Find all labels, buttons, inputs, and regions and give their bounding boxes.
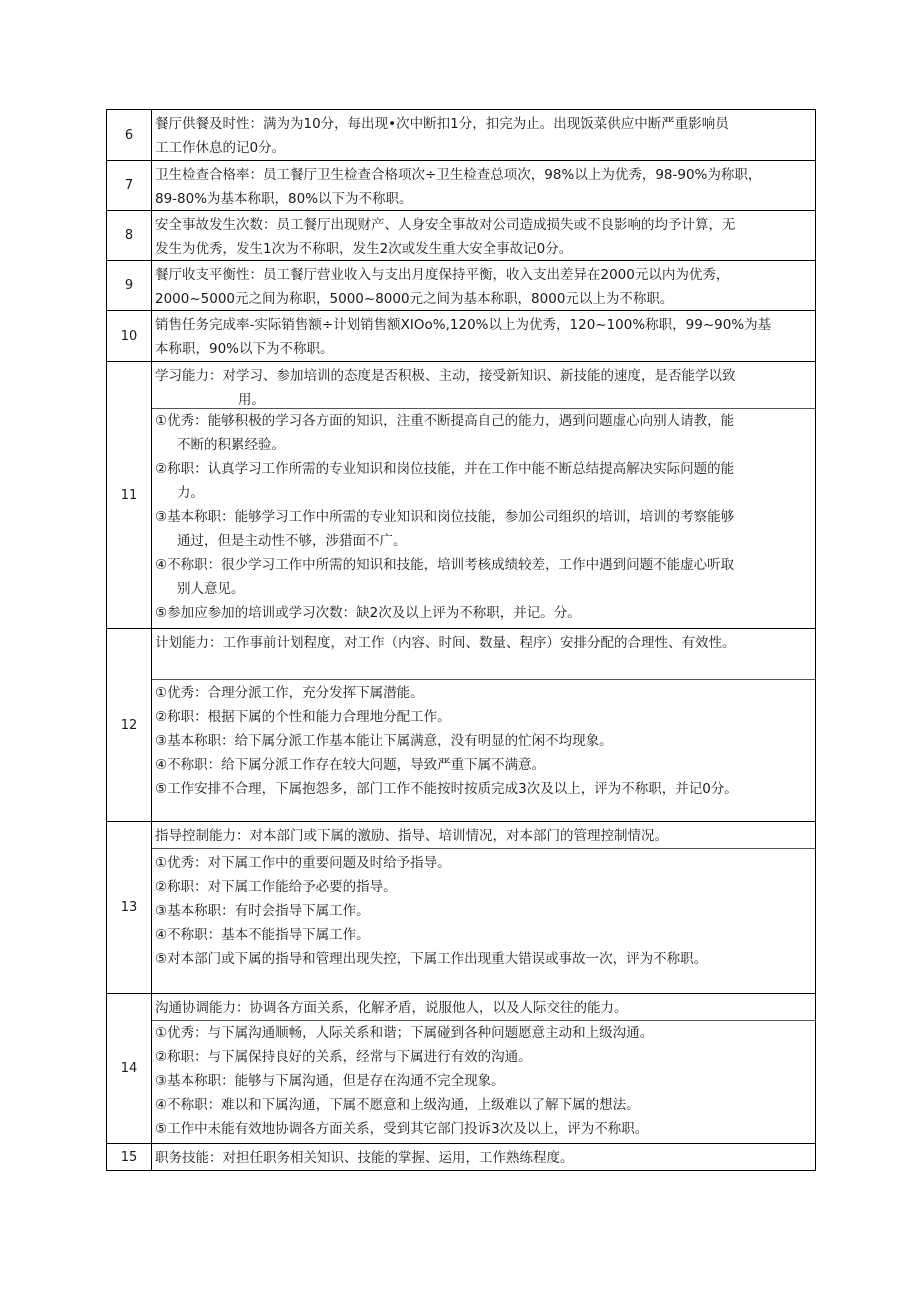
criteria-item: ④不称职：给下属分派工作存在较大问题，导致严重下属不满意。 [155, 757, 546, 773]
table-row-11 [106, 361, 816, 628]
table-row-14 [106, 993, 816, 1143]
criteria-items [152, 679, 815, 801]
row-number: 15 [107, 1144, 152, 1170]
criteria-item [155, 409, 812, 457]
content-line: 安全事故发生次数：员工餐厅出现财产、人身安全事故对公司造成损失或不良影响的均予计算，无 [155, 217, 736, 233]
row-number: 12 [107, 629, 152, 821]
criteria-item: ⑤对本部门或下属的指导和管理出现失控，下属工作出现重大错误或事故一次，评为不称职。 [155, 951, 708, 967]
item-line: ③基本称职：能够学习工作中所需的专业知识和岗位技能，参加公司组织的培训，培训的考察能够 [155, 509, 735, 525]
content-line: 本称职，90%以下为不称职。 [155, 341, 334, 357]
row-content [152, 311, 815, 361]
heading-line: 计划能力：工作事前计划程度，对工作（内容、时间、数量、程序）安排分配的合理性、有效性。 [155, 635, 736, 651]
criteria-item: ③基本称职：有时会指导下属工作。 [155, 903, 370, 919]
row-content [152, 161, 815, 210]
row-number: 7 [107, 161, 152, 210]
row-number: 9 [107, 261, 152, 310]
criteria-item: ③基本称职：给下属分派工作基本能让下属满意，没有明显的忙闲不均现象。 [155, 733, 613, 749]
criteria-item: ①优秀：与下属沟通顺畅，人际关系和谐；下属碰到各种问题愿意主动和上级沟通。 [155, 1025, 654, 1041]
criteria-item: ②称职：根据下属的个性和能力合理地分配工作。 [155, 709, 451, 725]
criteria-item [155, 553, 812, 601]
criteria-item [155, 505, 812, 553]
content-line: 发生为优秀，发生1次为不称职，发生2次或发生重大安全事故记0分。 [155, 241, 573, 257]
criteria-item: ③基本称职：能够与下属沟通，但是存在沟通不完全现象。 [155, 1073, 505, 1089]
table-row-8 [106, 210, 816, 260]
row-content [152, 822, 815, 993]
heading-line: 指导控制能力：对本部门或下属的激励、指导、培训情况，对本部门的管理控制情况。 [155, 828, 668, 844]
heading-line: 沟通协调能力：协调各方面关系，化解矛盾，说服他人，以及人际交往的能力。 [155, 1000, 628, 1016]
item-line: 力。 [177, 485, 204, 501]
table-row-6 [106, 109, 816, 160]
item-line: 别人意见。 [177, 581, 245, 597]
criteria-item: ①优秀：合理分派工作，充分发挥下属潜能。 [155, 685, 424, 701]
criteria-item [155, 601, 812, 625]
criteria-heading [152, 362, 815, 408]
heading-line: 职务技能：对担任职务相关知识、技能的掌握、运用，工作熟练程度。 [155, 1150, 574, 1166]
table-row-9 [106, 260, 816, 310]
content-line: 89-80%为基本称职，80%以下为不称职。 [155, 191, 413, 207]
item-line: ②称职：认真学习工作所需的专业知识和岗位技能，并在工作中能不断总结提高解决实际问题的能 [155, 461, 735, 477]
criteria-heading [152, 822, 815, 848]
criteria-item: ②称职：与下属保持良好的关系，经常与下属进行有效的沟通。 [155, 1049, 532, 1065]
item-line: 通过，但是主动性不够，涉猎面不广。 [177, 533, 407, 549]
row-content [152, 110, 815, 160]
content-line: 餐厅供餐及时性：满为为10分，每出现•次中断扣1分，扣完为止。出现饭菜供应中断严重影响员 [155, 116, 729, 132]
row-number: 14 [107, 994, 152, 1143]
item-line: ①优秀：能够积极的学习各方面的知识，注重不断提高自己的能力，遇到问题虚心向别人请教，能 [155, 413, 735, 429]
row-content [152, 261, 815, 310]
criteria-item [155, 457, 812, 505]
criteria-item: ②称职：对下属工作能给予必要的指导。 [155, 879, 397, 895]
evaluation-table [106, 109, 816, 1171]
content-line: 2000~5000元之间为称职，5000~8000元之间为基本称职，8000元以上为不称职。 [155, 291, 674, 307]
row-number: 10 [107, 311, 152, 361]
row-number: 13 [107, 822, 152, 993]
criteria-items [152, 848, 815, 971]
criteria-item: ④不称职：基本不能指导下属工作。 [155, 927, 370, 943]
content-line: 销售任务完成率-实际销售额÷计划销售额XIOo%,120%以上为优秀，120~100%称职，99~90%为基 [155, 317, 772, 333]
criteria-item: ④不称职：难以和下属沟通，下属不愿意和上级沟通，上级难以了解下属的想法。 [155, 1097, 640, 1113]
item-line: ④不称职：很少学习工作中所需的知识和技能，培训考核成绩较差，工作中遇到问题不能虚心听取 [155, 557, 735, 573]
content-line: 餐厅收支平衡性：员工餐厅营业收入与支出月度保持平衡，收入支出差异在2000元以内为优秀， [155, 267, 730, 283]
item-line: ⑤参加应参加的培训或学习次数：缺2次及以上评为不称职，并记。分。 [155, 605, 581, 621]
table-row-13 [106, 821, 816, 993]
heading-line: 学习能力：对学习、参加培训的态度是否积极、主动，接受新知识、新技能的速度，是否能学以致 [155, 368, 736, 384]
table-row-12 [106, 628, 816, 821]
table-row-15 [106, 1143, 816, 1171]
row-content [152, 1144, 815, 1170]
row-content [152, 362, 815, 628]
row-content [152, 211, 815, 260]
criteria-heading [152, 629, 815, 679]
criteria-item: ⑤工作安排不合理，下属抱怨多，部门工作不能按时按质完成3次及以上，评为不称职，并记0分。 [155, 781, 738, 797]
criteria-item: ⑤工作中未能有效地协调各方面关系，受到其它部门投诉3次及以上，评为不称职。 [155, 1121, 649, 1137]
criteria-item: ①优秀：对下属工作中的重要问题及时给予指导。 [155, 855, 451, 871]
criteria-heading [152, 994, 815, 1020]
content-line: 卫生检查合格率：员工餐厅卫生检查合格项次÷卫生检查总项次，98%以上为优秀，98-90%为称职， [155, 167, 762, 183]
item-line: 不断的积累经验。 [177, 437, 285, 453]
row-number: 6 [107, 110, 152, 160]
row-content [152, 994, 815, 1143]
table-row-7 [106, 160, 816, 210]
criteria-items [152, 408, 815, 625]
criteria-items [152, 1020, 815, 1141]
heading-line: 用。 [238, 392, 265, 408]
table-row-10 [106, 310, 816, 361]
row-number: 8 [107, 211, 152, 260]
row-content [152, 629, 815, 821]
row-number: 11 [107, 362, 152, 628]
content-line: 工工作休息的记0分。 [155, 140, 286, 156]
